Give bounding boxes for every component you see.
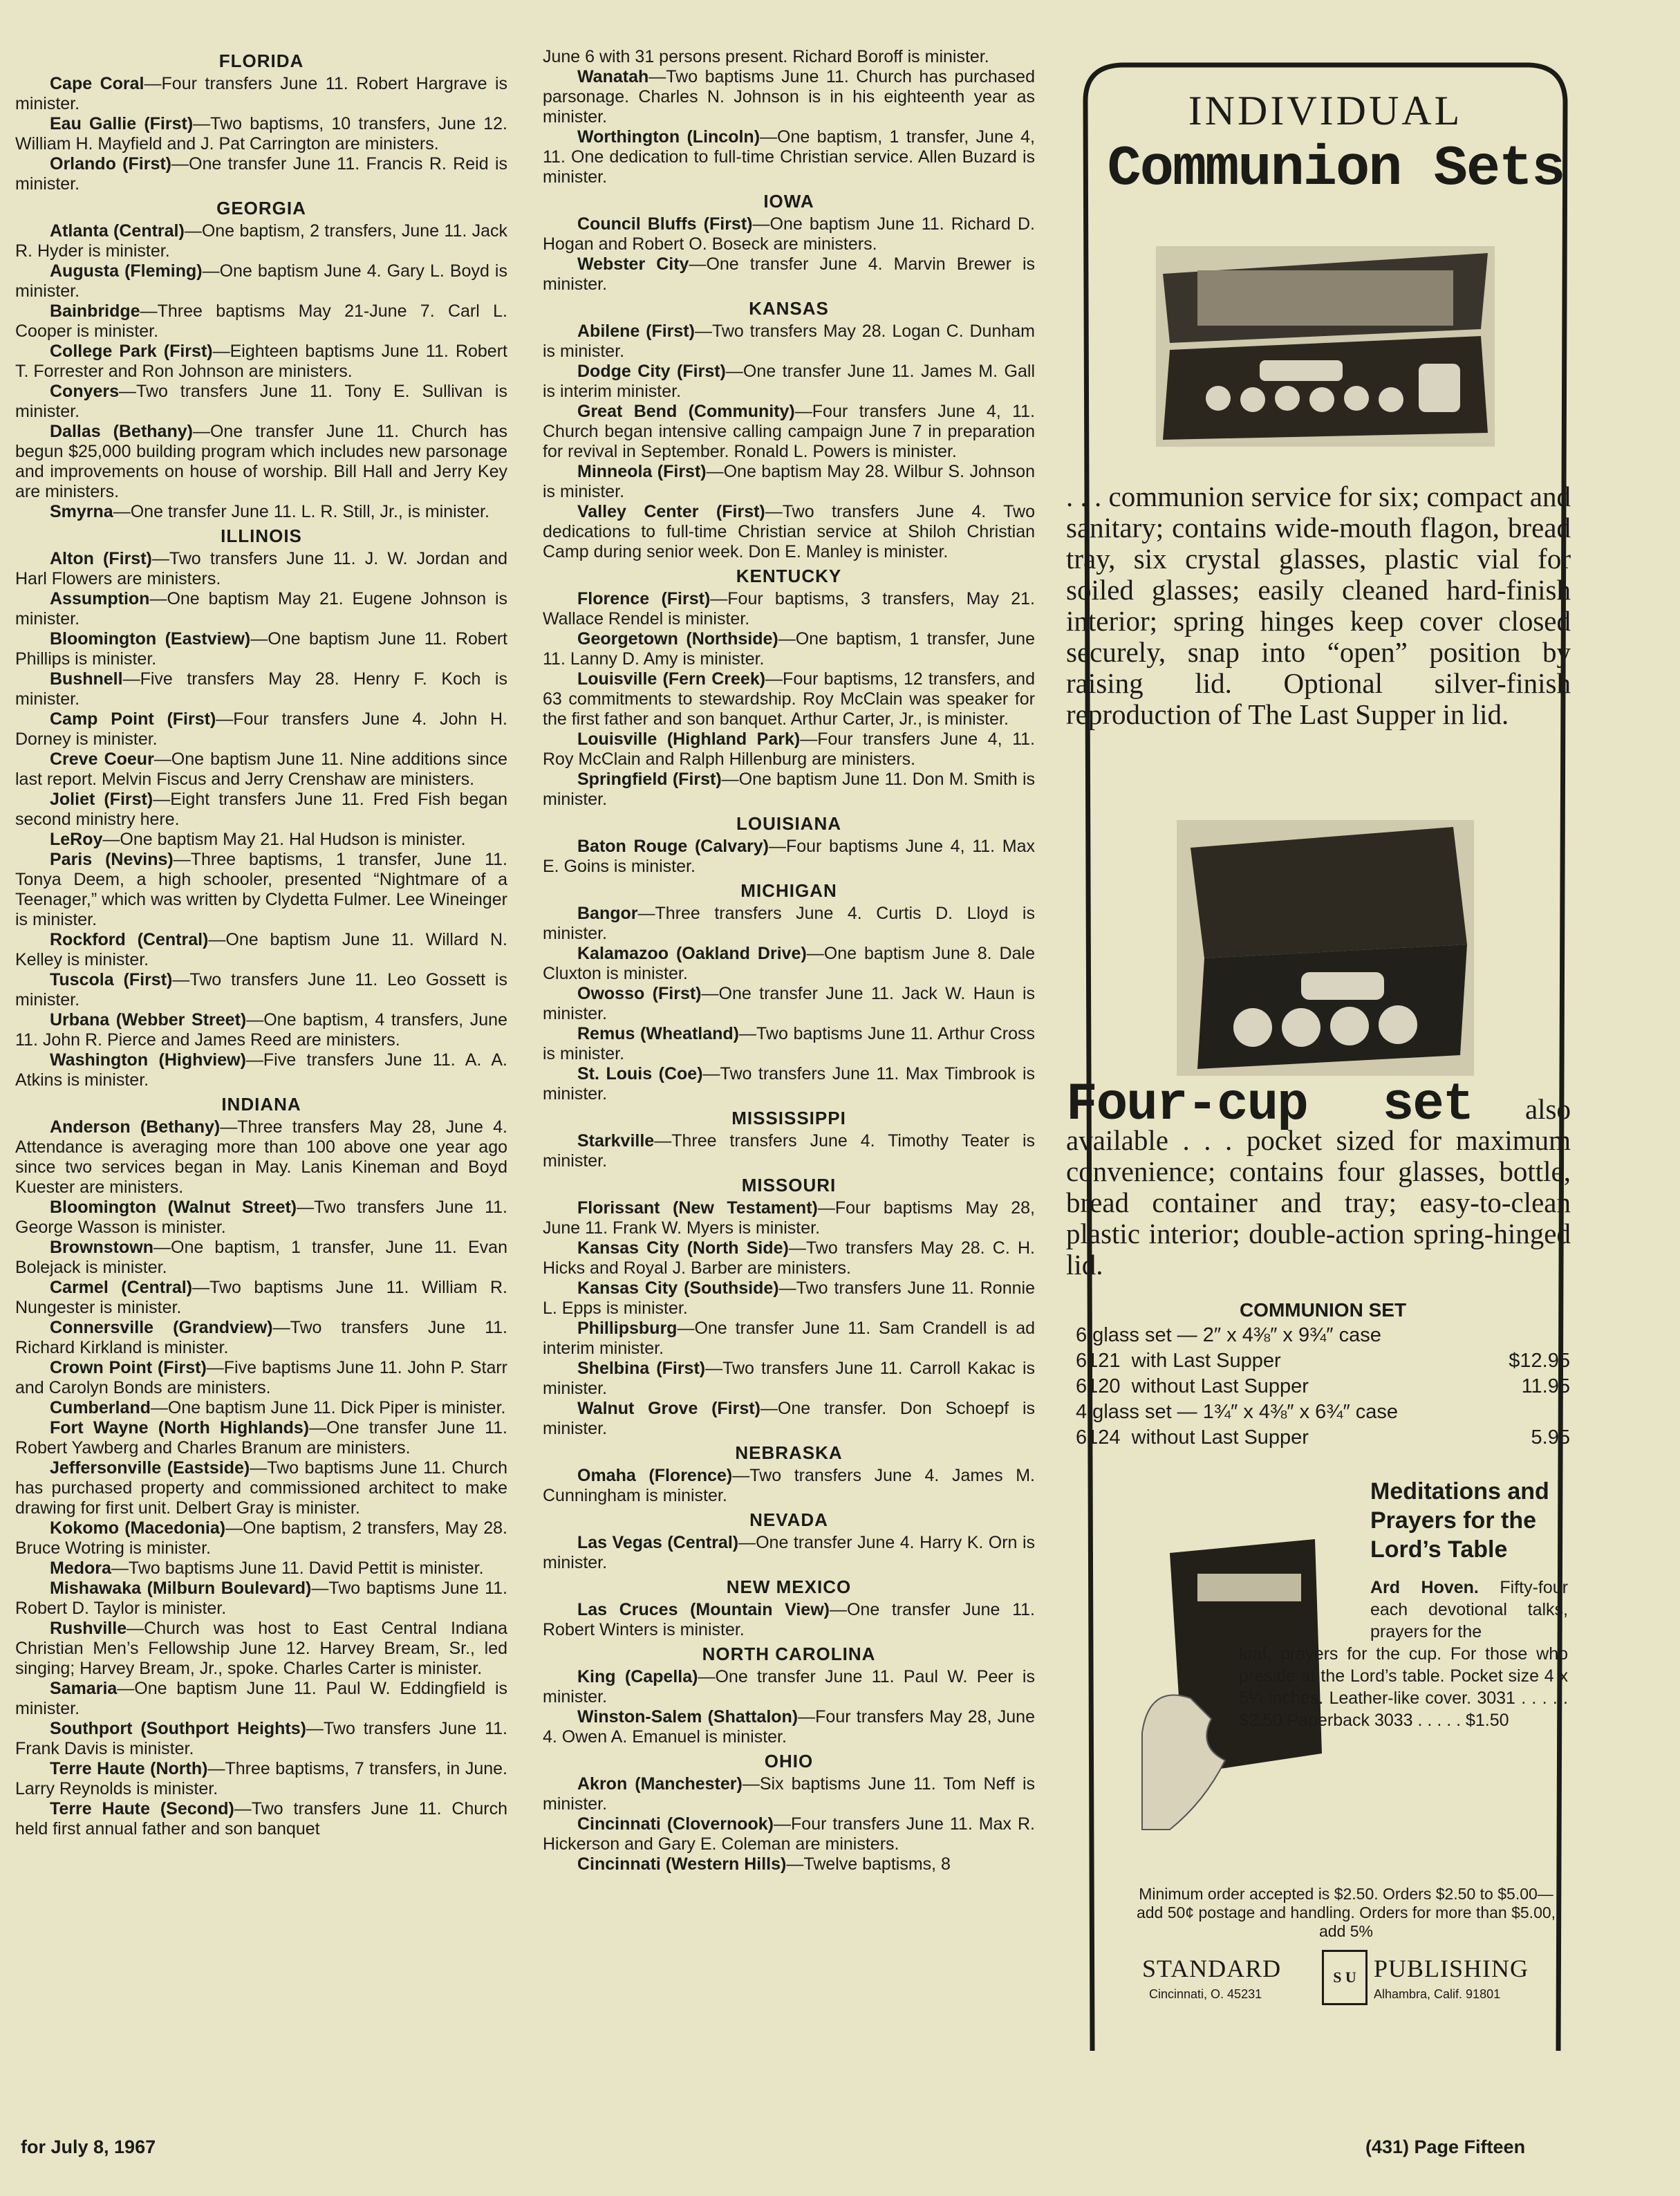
report-text: Two transfers June 11. Carroll Kakac is minister. [543, 1359, 1035, 1398]
church-report-entry: Crown Point (First)—Five baptisms June 11. John P. Starr and Carolyn Bonds are ministers. [15, 1358, 507, 1397]
report-text: Four transfers June 4. John H. Dorney is minister. [15, 709, 507, 749]
state-heading: LOUISIANA [736, 813, 841, 834]
report-text: One baptism, 1 transfer, June 4, 11. One dedication to full-time Christian service. Allen Buzard is minister. [543, 127, 1036, 187]
church-name: Eau Gallie (First) [50, 114, 194, 133]
church-report-entry: Springfield (First)—One baptism June 11. Don M. Smith is minister. [543, 770, 1035, 809]
church-report-entry: Minneola (First)—One baptism May 28. Wilbur S. Johnson is minister. [543, 462, 1035, 501]
church-report-entry: Council Bluffs (First)—One baptism June 11. Richard D. Hogan and Robert O. Boseck are ministers. [543, 214, 1035, 254]
church-report-entry: Rockford (Central)—One baptism June 11. Willard N. Kelley is minister. [15, 930, 507, 969]
church-name: Urbana (Webber Street) [50, 1010, 247, 1030]
church-report-entry: Brownstown—One baptism, 1 transfer, June 11. Evan Bolejack is minister. [15, 1238, 507, 1277]
report-text: Two baptisms June 11. David Pettit is minister. [128, 1558, 484, 1578]
publisher-name-right: PUBLISHING [1374, 1955, 1529, 1982]
church-name: Paris (Nevins) [50, 850, 174, 869]
church-name: Florissant (New Testament) [577, 1198, 818, 1218]
book-author: Ard Hoven. [1370, 1578, 1479, 1597]
church-report-entry: Winston-Salem (Shattalon)—Four transfers May 28, June 4. Owen A. Emanuel is minister. [543, 1707, 1035, 1747]
page-number: (431) Page Fifteen [1365, 2137, 1526, 2157]
church-name: Washington (Highview) [50, 1050, 246, 1070]
church-report-entry: Atlanta (Central)—One baptism, 2 transfers, June 11. Jack R. Hyder is minister. [15, 221, 507, 261]
church-report-entry: Tuscola (First)—Two transfers June 11. Leo Gossett is minister. [15, 970, 507, 1009]
price-item-label: 6121 with Last Supper [1076, 1350, 1281, 1372]
church-name: Dodge City (First) [577, 362, 726, 381]
communion-sets-advertisement [1066, 59, 1571, 2054]
report-text: One baptism, 1 transfer, June 11. Lanny D. Amy is minister. [543, 629, 1035, 669]
state-heading: NEW MEXICO [726, 1576, 852, 1597]
church-report-entry: Fort Wayne (North Highlands)—One transfer June 11. Robert Yawberg and Charles Branum are ministers. [15, 1418, 507, 1458]
church-report-entry: Eau Gallie (First)—Two baptisms, 10 transfers, June 12. William H. Mayfield and J. Pat Carrington are ministers. [15, 114, 507, 153]
six-glass-set-description: . . . communion service for six; compact and sanitary; contains wide-mouth flagon, bread tray, six crystal glasses, plastic vial for soiled glasses; easily cleaned hard-finish interior; spring hinges keep cover closed securely, snap into “open” position by raising lid. Optional silver-finish reproduction of The Last Supper in lid. [1066, 481, 1571, 730]
church-name: Owosso (First) [577, 984, 702, 1003]
report-text: Four baptisms May 28, June 11. Frank W. Myers is minister. [543, 1198, 1035, 1238]
church-name: Winston-Salem (Shattalon) [577, 1707, 799, 1727]
report-text: Three baptisms May 21-June 7. Carl L. Cooper is minister. [15, 301, 507, 341]
church-report-entry: Creve Coeur—One baptism June 11. Nine additions since last report. Melvin Fiscus and Jerry Crenshaw are ministers. [15, 750, 507, 789]
church-report-entry: Starkville—Three transfers June 4. Timothy Teater is minister. [543, 1131, 1035, 1171]
church-report-entry: Orlando (First)—One transfer June 11. Francis R. Reid is minister. [15, 154, 507, 194]
church-name: Carmel (Central) [50, 1278, 193, 1297]
church-name: Springfield (First) [577, 770, 722, 789]
church-name: Creve Coeur [50, 750, 154, 769]
six-glass-communion-set-photo [1156, 246, 1495, 447]
church-report-entry: Abilene (First)—Two transfers May 28. Logan C. Dunham is minister. [543, 322, 1035, 361]
state-heading: MICHIGAN [740, 880, 837, 901]
report-text: June 6 with 31 persons present. Richard Boroff is minister. [543, 47, 989, 66]
church-name: Bainbridge [50, 301, 140, 321]
church-report-entry: Cape Coral—Four transfers June 11. Robert Hargrave is minister. [15, 74, 508, 113]
price-row [1076, 1323, 1570, 1348]
report-text: Two transfers May 28. Logan C. Dunham is minister. [543, 322, 1035, 361]
publisher-city-left: Cincinnati, O. 45231 [1149, 1987, 1262, 2001]
state-heading: NEVADA [749, 1509, 828, 1530]
report-text: Two baptisms June 11. Church has purchased parsonage. Charles N. Johnson is in his eighteenth year as minister. [543, 67, 1035, 127]
state-heading: NEBRASKA [735, 1442, 843, 1463]
meditations-book-ad [1239, 1477, 1568, 1731]
church-name: Bloomington (Eastview) [50, 629, 251, 649]
church-name: Bloomington (Walnut Street) [50, 1198, 297, 1217]
church-report-entry: Louisville (Fern Creek)—Four baptisms, 12 transfers, and 63 commitments to stewardship. Roy McClain was speaker for the first father and son banquet. Arthur Carter, Jr., is minister. [543, 669, 1035, 729]
church-report-entry: Medora—Two baptisms June 11. David Pettit is minister. [50, 1558, 484, 1578]
news-column-2 [543, 47, 1035, 1874]
church-report-entry: Cincinnati (Western Hills)—Twelve baptisms, 8 [577, 1854, 951, 1874]
church-report-entry: LeRoy—One baptism May 21. Hal Hudson is minister. [50, 830, 466, 849]
church-report-entry: Florence (First)—Four baptisms, 3 transfers, May 21. Wallace Rendel is minister. [543, 589, 1035, 629]
price-item-label: 4 glass set — 1¾″ x 4⅜″ x 6¾″ case [1076, 1401, 1399, 1423]
state-heading: MISSOURI [741, 1175, 837, 1195]
church-name: Southport (Southport Heights) [50, 1719, 306, 1738]
book-desc-part-a: Fifty-four each devotional talks, prayers for the [1370, 1578, 1568, 1641]
church-report-entry: Bainbridge—Three baptisms May 21-June 7. Carl L. Cooper is minister. [15, 301, 507, 341]
report-text: Three baptisms, 1 transfer, June 11. Tonya Deem, a high schooler, presented “Nightmare of a Teenager,” which was written by Clydetta Fulmer. Lee Wineinger is minister. [15, 850, 507, 929]
report-text: Two transfers June 11. Tony E. Sullivan is minister. [15, 382, 507, 421]
report-text: One transfer June 11. Jack W. Haun is minister. [543, 984, 1035, 1023]
report-text: Four transfers May 28, June 4. Owen A. Emanuel is minister. [543, 1707, 1035, 1747]
book-description [1239, 1576, 1568, 1731]
report-text: Two baptisms, 10 transfers, June 12. William H. Mayfield and J. Pat Carrington are ministers. [15, 114, 507, 153]
church-report-entry: Bushnell—Five transfers May 28. Henry F. Koch is minister. [15, 669, 507, 709]
report-text: Six baptisms June 11. Tom Neff is minister. [543, 1774, 1036, 1814]
report-text: One baptism May 21. Hal Hudson is minister. [120, 830, 466, 849]
report-text: Two transfers June 11. Frank Davis is minister. [15, 1719, 507, 1758]
state-heading: NORTH CAROLINA [702, 1644, 876, 1664]
price-value: $12.95 [1509, 1350, 1570, 1372]
church-report-entry: Cumberland—One baptism June 11. Dick Piper is minister. [50, 1398, 506, 1417]
church-name: Cumberland [50, 1398, 151, 1417]
church-report-entry: Camp Point (First)—Four transfers June 4. John H. Dorney is minister. [15, 709, 507, 749]
church-name: Alton (First) [50, 549, 152, 568]
church-report-entry: Urbana (Webber Street)—One baptism, 4 transfers, June 11. John R. Pierce and James Reed are ministers. [15, 1010, 507, 1050]
report-text: Four transfers June 4, 11. Roy McClain and Ralph Hillenburg are ministers. [543, 729, 1035, 769]
report-text: Four baptisms June 4, 11. Max E. Goins is minister. [543, 837, 1036, 876]
report-text: One baptism, 4 transfers, June 11. John R. Pierce and James Reed are ministers. [15, 1010, 507, 1050]
church-report-entry: Owosso (First)—One transfer June 11. Jack W. Haun is minister. [543, 984, 1035, 1023]
church-name: Rockford (Central) [50, 930, 209, 949]
report-text: One transfer June 11. L. R. Still, Jr., is minister. [130, 502, 489, 521]
church-report-entry: Phillipsburg—One transfer June 11. Sam Crandell is ad interim minister. [543, 1319, 1035, 1358]
church-name: Florence (First) [577, 589, 711, 608]
report-text: One baptism June 11. Willard N. Kelley is minister. [15, 930, 507, 969]
book-title: Meditations and Prayers for the Lord’s Table [1370, 1478, 1549, 1563]
ad-title-individual: INDIVIDUAL [1188, 88, 1463, 133]
church-report-entry: Mishawaka (Milburn Boulevard)—Two baptisms June 11. Robert D. Taylor is minister. [15, 1579, 508, 1618]
church-name: Louisville (Highland Park) [577, 729, 801, 749]
report-text: Four baptisms, 3 transfers, May 21. Wallace Rendel is minister. [543, 589, 1035, 629]
church-name: Webster City [577, 254, 689, 274]
church-name: Baton Rouge (Calvary) [577, 837, 769, 856]
church-report-entry: Alton (First)—Two transfers June 11. J. W. Jordan and Harl Flowers are ministers. [15, 549, 507, 588]
church-report-entry: Kokomo (Macedonia)—One baptism, 2 transfers, May 28. Bruce Wotring is minister. [15, 1518, 507, 1558]
report-text: Twelve baptisms, 8 [803, 1854, 951, 1874]
report-text: One transfer June 11. Sam Crandell is ad interim minister. [543, 1319, 1035, 1358]
church-name: Remus (Wheatland) [577, 1024, 740, 1043]
report-text: Two transfers May 28. C. H. Hicks and Royal J. Barber are ministers. [543, 1238, 1035, 1278]
report-text: Three baptisms, 7 transfers, in June. Larry Reynolds is minister. [15, 1759, 507, 1798]
state-heading: MISSISSIPPI [731, 1108, 846, 1128]
report-text: One baptism, 2 transfers, May 28. Bruce Wotring is minister. [15, 1518, 507, 1558]
church-report-entry: Terre Haute (North)—Three baptisms, 7 transfers, in June. Larry Reynolds is minister. [15, 1759, 507, 1798]
report-text: Two transfers June 11. Church held first annual father and son banquet [15, 1799, 507, 1839]
report-text: Church was host to East Central Indiana Christian Men’s Fellowship June 12. Harvey Bream, Sr., led singing; Harvey Bream, Jr., spoke. Charles Carter is minister. [15, 1619, 507, 1678]
church-name: Assumption [50, 589, 150, 608]
report-text: One baptism June 11. Dick Piper is minister. [167, 1398, 506, 1417]
church-name: Rushville [50, 1619, 127, 1638]
report-text: One baptism May 21. Eugene Johnson is minister. [15, 589, 507, 629]
price-value: 5.95 [1531, 1426, 1570, 1449]
church-name: Dallas (Bethany) [50, 422, 193, 441]
church-name: Terre Haute (North) [50, 1759, 208, 1778]
church-name: Fort Wayne (North Highlands) [50, 1418, 310, 1437]
ad-title-communion-sets: Communion Sets [1107, 137, 1565, 201]
church-name: Abilene (First) [577, 322, 695, 341]
church-report-entry: Webster City—One transfer June 4. Marvin Brewer is minister. [543, 254, 1035, 294]
church-report-entry: Rushville—Church was host to East Central Indiana Christian Men’s Fellowship June 12. Harvey Bream, Sr., led singing; Harvey Bream, Jr., spoke. Charles Carter is minister. [15, 1619, 507, 1678]
report-text: Three transfers June 4. Curtis D. Lloyd is minister. [543, 904, 1035, 943]
church-report-entry: Florissant (New Testament)—Four baptisms May 28, June 11. Frank W. Myers is minister. [543, 1198, 1035, 1238]
church-name: Medora [50, 1558, 111, 1578]
church-report-entry: Wanatah—Two baptisms June 11. Church has purchased parsonage. Charles N. Johnson is in his eighteenth year as minister. [543, 67, 1035, 127]
church-report-entry: Walnut Grove (First)—One transfer. Don Schoepf is minister. [543, 1399, 1035, 1438]
report-text: One transfer June 11. Paul W. Peer is minister. [543, 1667, 1035, 1706]
report-text: One transfer. Don Schoepf is minister. [543, 1399, 1035, 1438]
church-name: Cincinnati (Western Hills) [577, 1854, 787, 1874]
report-text: One baptism, 2 transfers, June 11. Jack R. Hyder is minister. [15, 221, 507, 261]
church-report-entry: Dallas (Bethany)—One transfer June 11. Church has begun $25,000 building program which includes new parsonage and improvements on house of worship. Bill Hall and Jerry Key are ministers. [15, 422, 507, 501]
state-heading: OHIO [764, 1751, 814, 1771]
report-text: Eighteen baptisms June 11. Robert T. Forrester and Ron Johnson are ministers. [15, 342, 507, 381]
church-report-entry: Bloomington (Walnut Street)—Two transfers June 11. George Wasson is minister. [15, 1198, 507, 1237]
state-heading: ILLINOIS [221, 525, 302, 546]
church-report-entry: Omaha (Florence)—Two transfers June 4. James M. Cunningham is minister. [543, 1466, 1035, 1505]
church-name: Terre Haute (Second) [50, 1799, 234, 1818]
church-report-entry: Paris (Nevins)—Three baptisms, 1 transfer, June 11. Tonya Deem, a high schooler, presented “Nightmare of a Teenager,” which was written by Clydetta Fulmer. Lee Wineinger is minister. [15, 850, 507, 929]
four-cup-set-description [1066, 1075, 1571, 1281]
report-text: Two transfers June 4. James M. Cunningham is minister. [543, 1466, 1035, 1505]
church-name: Wanatah [577, 67, 649, 86]
church-report-entry: Baton Rouge (Calvary)—Four baptisms June 4, 11. Max E. Goins is minister. [543, 837, 1036, 876]
publisher-name-left: STANDARD [1142, 1955, 1282, 1982]
report-text: One transfer June 11. Robert Yawberg and Charles Branum are ministers. [15, 1418, 507, 1458]
issue-date: for July 8, 1967 [21, 2137, 156, 2157]
church-report-entry: Bangor—Three transfers June 4. Curtis D. Lloyd is minister. [543, 904, 1035, 943]
church-report-entry: Connersville (Grandview)—Two transfers June 11. Richard Kirkland is minister. [15, 1318, 507, 1357]
report-text: One baptism June 4. Gary L. Boyd is minister. [15, 261, 507, 301]
report-text: One baptism June 11. Paul W. Eddingfield is minister. [15, 1679, 507, 1718]
church-report-entry: Akron (Manchester)—Six baptisms June 11. Tom Neff is minister. [543, 1774, 1036, 1814]
report-text: Two transfers June 11. George Wasson is minister. [15, 1198, 507, 1237]
minimum-order-note: Minimum order accepted is $2.50. Orders $2.50 to $5.00—add 50¢ postage and handling. Orders for more than $5.00, add 5% [1136, 1885, 1556, 1940]
report-text: One baptism May 28. Wilbur S. Johnson is minister. [543, 462, 1035, 501]
price-item-label: 6120 without Last Supper [1076, 1375, 1309, 1397]
church-report-entry [543, 47, 1035, 67]
church-name: Kokomo (Macedonia) [50, 1518, 226, 1538]
church-report-entry: Kansas City (North Side)—Two transfers May 28. C. H. Hicks and Royal J. Barber are ministers. [543, 1238, 1035, 1278]
church-report-entry: King (Capella)—One transfer June 11. Paul W. Peer is minister. [543, 1667, 1035, 1706]
church-report-entry: St. Louis (Coe)—Two transfers June 11. Max Timbrook is minister. [543, 1064, 1035, 1104]
church-name: Georgetown (Northside) [577, 629, 778, 649]
report-text: Two transfers June 11. J. W. Jordan and Harl Flowers are ministers. [15, 549, 507, 588]
report-text: One transfer June 11. Robert Winters is minister. [543, 1600, 1035, 1639]
church-report-entry: Smyrna—One transfer June 11. L. R. Still, Jr., is minister. [50, 502, 489, 521]
state-heading: KANSAS [749, 298, 829, 319]
church-report-entry: Kalamazoo (Oakland Drive)—One baptism June 8. Dale Cluxton is minister. [543, 944, 1035, 983]
church-name: Joliet (First) [50, 790, 153, 809]
church-name: Omaha (Florence) [577, 1466, 733, 1485]
church-report-entry: Georgetown (Northside)—One baptism, 1 transfer, June 11. Lanny D. Amy is minister. [543, 629, 1035, 669]
church-name: Augusta (Fleming) [50, 261, 203, 281]
church-name: Las Cruces (Mountain View) [577, 1600, 830, 1619]
church-name: Smyrna [50, 502, 113, 521]
price-table-heading: COMMUNION SET [1239, 1299, 1407, 1321]
church-name: Bushnell [50, 669, 123, 689]
church-report-entry: Louisville (Highland Park)—Four transfers June 4, 11. Roy McClain and Ralph Hillenburg are ministers. [543, 729, 1035, 769]
church-name: Starkville [577, 1131, 655, 1151]
price-item-label: 6124 without Last Supper [1076, 1426, 1309, 1449]
church-report-entry: Carmel (Central)—Two baptisms June 11. William R. Nungester is minister. [15, 1278, 507, 1317]
church-name: Anderson (Bethany) [50, 1117, 221, 1137]
report-text: Three transfers June 4. Timothy Teater is minister. [543, 1131, 1035, 1171]
church-name: Camp Point (First) [50, 709, 216, 729]
report-text: Two baptisms June 11. Church has purchased property and commissioned architect to make drawing for first unit. Delbert Gray is minister. [15, 1458, 507, 1518]
report-text: Four transfers June 4, 11. Church began intensive calling campaign June 7 in preparation for revival in September. Ronald L. Powers is minister. [543, 402, 1035, 461]
church-name: Samaria [50, 1679, 118, 1698]
church-name: Las Vegas (Central) [577, 1533, 739, 1552]
church-name: Conyers [50, 382, 120, 401]
report-text: Five baptisms June 11. John P. Starr and Carolyn Bonds are ministers. [15, 1358, 507, 1397]
state-heading: GEORGIA [216, 198, 306, 218]
church-report-entry: Conyers—Two transfers June 11. Tony E. Sullivan is minister. [15, 382, 507, 421]
church-name: Great Bend (Community) [577, 402, 795, 421]
church-name: Shelbina (First) [577, 1359, 706, 1378]
report-text: One baptism June 11. Robert Phillips is minister. [15, 629, 507, 669]
church-name: Jeffersonville (Eastside) [50, 1458, 250, 1478]
report-text: Two transfers June 11. Leo Gossett is minister. [15, 970, 507, 1009]
church-report-entry: Dodge City (First)—One transfer June 11. James M. Gall is interim minister. [543, 362, 1035, 401]
church-name: Cincinnati (Clovernook) [577, 1814, 774, 1834]
church-name: LeRoy [50, 830, 103, 849]
church-name: Bangor [577, 904, 638, 923]
church-report-entry: Washington (Highview)—Five transfers June 11. A. A. Atkins is minister. [15, 1050, 507, 1090]
church-report-entry: Remus (Wheatland)—Two baptisms June 11. Arthur Cross is minister. [543, 1024, 1035, 1063]
report-text: Five transfers June 11. A. A. Atkins is minister. [15, 1050, 507, 1090]
church-report-entry: Worthington (Lincoln)—One baptism, 1 transfer, June 4, 11. One dedication to full-time Christian service. Allen Buzard is minister. [543, 127, 1036, 187]
church-report-entry: Valley Center (First)—Two transfers June 4. Two dedications to full-time Christian service at Shiloh Christian Camp during senior week. Don E. Manley is minister. [543, 502, 1035, 561]
church-name: Phillipsburg [577, 1319, 678, 1338]
state-heading: IOWA [763, 191, 814, 212]
news-column-1 [15, 47, 507, 1839]
book-desc-part-b: loaf, prayers for the cup. For those who preside at the Lord’s table. Pocket size 4 x 5¼ inches. Leather-like cover. 3031 . . . . . $2.50 Paperback 3033 . . . . . $1.50 [1239, 1644, 1568, 1730]
church-name: Cape Coral [50, 74, 144, 93]
four-cup-set-title: Four-cup set [1066, 1075, 1473, 1135]
report-text: Two transfers June 4. Two dedications to full-time Christian service at Shiloh Christian Camp during senior week. Don E. Manley is minister. [543, 502, 1035, 561]
church-report-entry: Jeffersonville (Eastside)—Two baptisms June 11. Church has purchased property and commissioned architect to make drawing for first unit. Delbert Gray is minister. [15, 1458, 507, 1518]
price-item-label: 6 glass set — 2″ x 4⅜″ x 9¾″ case [1076, 1324, 1381, 1346]
church-report-entry: Samaria—One baptism June 11. Paul W. Eddingfield is minister. [15, 1679, 507, 1718]
report-text: Two baptisms June 11. Arthur Cross is minister. [543, 1024, 1035, 1063]
price-row [1076, 1425, 1570, 1451]
church-report-entry: Great Bend (Community)—Four transfers June 4, 11. Church began intensive calling campaign June 7 in preparation for revival in September. Ronald L. Powers is minister. [543, 402, 1035, 461]
church-name: Worthington (Lincoln) [577, 127, 760, 147]
report-text: One baptism, 1 transfer, June 11. Evan Bolejack is minister. [15, 1238, 507, 1277]
standard-publishing-logo [1135, 1954, 1557, 2009]
church-name: Tuscola (First) [50, 970, 173, 989]
report-text: Two transfers June 11. Max Timbrook is minister. [543, 1064, 1035, 1104]
church-name: King (Capella) [577, 1667, 698, 1686]
report-text: Two transfers June 11. Ronnie L. Epps is minister. [543, 1278, 1035, 1318]
state-heading: INDIANA [221, 1094, 301, 1115]
church-report-entry: Shelbina (First)—Two transfers June 11. Carroll Kakac is minister. [543, 1359, 1035, 1398]
report-text: Three transfers May 28, June 4. Attendance is averaging more than 100 above one year ago since two services began in May. Lanis Kineman and Boyd Kuester are ministers. [15, 1117, 507, 1197]
price-value: 11.95 [1521, 1375, 1570, 1397]
church-name: College Park (First) [50, 342, 213, 361]
church-report-entry: Augusta (Fleming)—One baptism June 4. Gary L. Boyd is minister. [15, 261, 507, 301]
church-report-entry: Las Vegas (Central)—One transfer June 4. Harry K. Orn is minister. [543, 1533, 1035, 1572]
church-name: Kalamazoo (Oakland Drive) [577, 944, 807, 963]
report-text: One baptism June 11. Nine additions since last report. Melvin Fiscus and Jerry Crenshaw are ministers. [15, 750, 507, 789]
report-text: Two transfers June 11. Richard Kirkland is minister. [15, 1318, 507, 1357]
church-name: Council Bluffs (First) [577, 214, 753, 234]
report-text: One baptism June 11. Don M. Smith is minister. [543, 770, 1035, 809]
church-name: Crown Point (First) [50, 1358, 207, 1377]
report-text: One baptism June 8. Dale Cluxton is minister. [543, 944, 1035, 983]
church-name: Valley Center (First) [577, 502, 765, 521]
report-text: One transfer June 11. Francis R. Reid is minister. [15, 154, 507, 194]
church-report-entry: Anderson (Bethany)—Three transfers May 28, June 4. Attendance is averaging more than 100 above one year ago since two services began in May. Lanis Kineman and Boyd Kuester are ministers. [15, 1117, 507, 1197]
report-text: Two baptisms June 11. Robert D. Taylor is minister. [15, 1579, 508, 1618]
publisher-emblem: S U [1322, 1950, 1368, 2005]
church-name: Brownstown [50, 1238, 153, 1257]
church-name: Akron (Manchester) [577, 1774, 743, 1794]
price-row [1076, 1399, 1570, 1425]
report-text: Five transfers May 28. Henry F. Koch is minister. [15, 669, 507, 709]
price-row [1076, 1374, 1570, 1399]
report-text: One transfer June 11. Church has begun $25,000 building program which includes new parsonage and improvements on house of worship. Bill Hall and Jerry Key are ministers. [15, 422, 507, 501]
church-name: Minneola (First) [577, 462, 707, 481]
report-text: Two baptisms June 11. William R. Nungester is minister. [15, 1278, 507, 1317]
four-cup-set-text: also available . . . pocket sized for maximum convenience; contains four glasses, bottle, bread container and tray; easy-to-clean plastic interior; double-action spring-hinged lid. [1066, 1093, 1571, 1281]
church-name: Louisville (Fern Creek) [577, 669, 766, 689]
church-report-entry: Kansas City (Southside)—Two transfers June 11. Ronnie L. Epps is minister. [543, 1278, 1035, 1318]
state-heading: KENTUCKY [736, 566, 842, 586]
church-name: Connersville (Grandview) [50, 1318, 273, 1337]
church-name: Kansas City (North Side) [577, 1238, 789, 1258]
publisher-city-right: Alhambra, Calif. 91801 [1374, 1987, 1501, 2001]
church-name: Kansas City (Southside) [577, 1278, 779, 1298]
church-name: St. Louis (Coe) [577, 1064, 703, 1083]
four-cup-set-photo [1177, 820, 1474, 1076]
report-text: Eight transfers June 11. Fred Fish began second ministry here. [15, 790, 508, 829]
church-name: Walnut Grove (First) [577, 1399, 760, 1418]
church-report-entry: Joliet (First)—Eight transfers June 11. Fred Fish began second ministry here. [15, 790, 508, 829]
report-text: Four baptisms, 12 transfers, and 63 commitments to stewardship. Roy McClain was speaker for the first father and son banquet. Arthur Carter, Jr., is minister. [543, 669, 1035, 729]
communion-set-price-table [1076, 1297, 1570, 1451]
church-report-entry: Southport (Southport Heights)—Two transfers June 11. Frank Davis is minister. [15, 1719, 507, 1758]
report-text: One baptism June 11. Richard D. Hogan and Robert O. Boseck are ministers. [543, 214, 1035, 254]
church-report-entry: College Park (First)—Eighteen baptisms June 11. Robert T. Forrester and Ron Johnson are ministers. [15, 342, 507, 381]
report-text: One transfer June 4. Marvin Brewer is minister. [543, 254, 1035, 294]
church-report-entry: Terre Haute (Second)—Two transfers June 11. Church held first annual father and son banquet [15, 1799, 507, 1839]
church-report-entry: Cincinnati (Clovernook)—Four transfers June 11. Max R. Hickerson and Gary E. Coleman are ministers. [543, 1814, 1035, 1854]
price-row [1076, 1348, 1570, 1374]
report-text: Four transfers June 11. Max R. Hickerson and Gary E. Coleman are ministers. [543, 1814, 1035, 1854]
report-text: One transfer June 11. James M. Gall is interim minister. [543, 362, 1035, 401]
report-text: Four transfers June 11. Robert Hargrave is minister. [15, 74, 508, 113]
church-name: Atlanta (Central) [50, 221, 185, 241]
state-heading: FLORIDA [218, 50, 304, 71]
report-text: One transfer June 4. Harry K. Orn is minister. [543, 1533, 1035, 1572]
church-report-entry: Bloomington (Eastview)—One baptism June 11. Robert Phillips is minister. [15, 629, 507, 669]
church-report-entry: Las Cruces (Mountain View)—One transfer June 11. Robert Winters is minister. [543, 1600, 1035, 1639]
church-name: Mishawaka (Milburn Boulevard) [50, 1579, 312, 1598]
church-name: Orlando (First) [50, 154, 172, 174]
church-report-entry: Assumption—One baptism May 21. Eugene Johnson is minister. [15, 589, 507, 629]
